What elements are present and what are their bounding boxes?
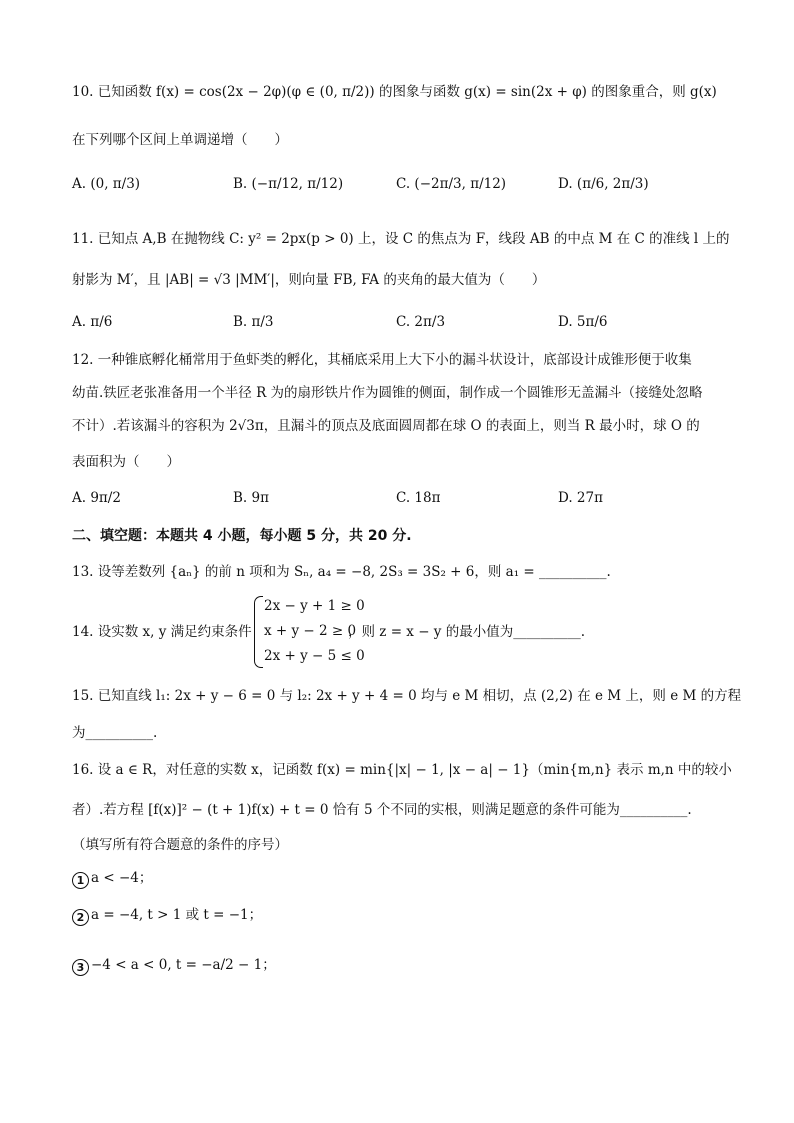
q16-stem-line2: 者）.若方程 [f(x)]² − (t + 1)f(x) + t = 0 恰有 5 个不同的实根，则满足题意的条件可能为__________. [72,802,692,818]
q14-prefix: 14. 设实数 x, y 满足约束条件 [72,624,252,640]
q12-option-d: D. 27π [558,490,603,506]
q14-constraint-3: 2x + y − 5 ≤ 0 [264,648,365,664]
q10-option-b: B. (−π/12, π/12) [233,176,344,192]
q16-item-3 [72,955,276,976]
q10-option-a: A. (0, π/3) [72,176,141,192]
circled-number: 2 [72,909,89,926]
q16-stem-line3: （填写所有符合题意的条件的序号） [72,837,288,853]
q12-option-c: C. 18π [396,490,441,506]
q11-option-c: C. 2π/3 [396,314,446,330]
q10-option-c: C. (−2π/3, π/12) [396,176,507,192]
q16-stem-line1: 16. 设 a ∈ R，对任意的实数 x，记函数 f(x) = min{|x| − 1, |x − a| − 1}（min{m,n} 表示 m,n 中的较小 [72,762,732,778]
q13-stem: 13. 设等差数列 {aₙ} 的前 n 项和为 Sₙ, a₄ = −8, 2S₃ = 3S₂ + 6，则 a₁ = __________. [72,564,611,580]
q14-constraint-1: 2x − y + 1 ≥ 0 [264,598,365,614]
q12-stem-line2: 幼苗.铁匠老张准备用一个半径 R 为的扇形铁片作为圆锥的侧面，制作成一个圆锥形无盖漏斗（接缝处忽略 [72,385,703,401]
q14-constraint-system [254,596,365,668]
circled-number: 3 [72,959,89,976]
section-heading-fill-in: 二、填空题：本题共 4 小题，每小题 5 分，共 20 分. [72,528,412,544]
q11-option-b: B. π/3 [233,314,274,330]
q11-option-d: D. 5π/6 [558,314,608,330]
q16-item-2 [72,905,262,926]
q16-item-1 [72,868,152,889]
q15-stem-line1: 15. 已知直线 l₁: 2x + y − 6 = 0 与 l₂: 2x + y + 4 = 0 均与 e M 相切，点 (2,2) 在 e M 上，则 e M 的方程 [72,688,742,704]
q16-item-text: −4 < a < 0, t = −a/2 − 1； [91,957,276,973]
q11-stem-line1: 11. 已知点 A,B 在抛物线 C: y² = 2px(p > 0) 上，设 C 的焦点为 F，线段 AB 的中点 M 在 C 的准线 l 上的 [72,231,730,247]
q14-constraint-2: x + y − 2 ≥ 0 [264,623,357,639]
q16-item-text: a = −4, t > 1 或 t = −1； [91,907,263,923]
q15-stem-line2: 为__________. [72,725,158,741]
circled-number: 1 [72,872,89,889]
left-brace-icon [254,596,263,668]
q12-option-a: A. 9π/2 [72,490,121,506]
q14-suffix: ，则 z = x − y 的最小值为__________. [348,624,586,640]
q12-stem-line1: 12. 一种锥底孵化桶常用于鱼虾类的孵化，其桶底采用上大下小的漏斗状设计，底部设计成锥形便于收集 [72,352,692,368]
q11-option-a: A. π/6 [72,314,113,330]
q12-option-b: B. 9π [233,490,269,506]
q12-stem-line3: 不计）.若该漏斗的容积为 2√3π，且漏斗的顶点及底面圆周都在球 O 的表面上，则当 R 最小时，球 O 的 [72,418,700,434]
q10-stem-line1: 10. 已知函数 f(x) = cos(2x − 2φ)(φ ∈ (0, π/2)) 的图象与函数 g(x) = sin(2x + φ) 的图象重合，则 g(x) [72,84,717,100]
q11-stem-line2: 射影为 M′，且 |AB| = √3 |MM′|，则向量 FB, FA 的夹角的最大值为（ ） [72,272,546,288]
q16-item-text: a < −4； [91,870,153,886]
q10-option-d: D. (π/6, 2π/3) [558,176,649,192]
q12-stem-line4: 表面积为（ ） [72,454,180,470]
q10-stem-line2: 在下列哪个区间上单调递增（ ） [72,132,288,148]
